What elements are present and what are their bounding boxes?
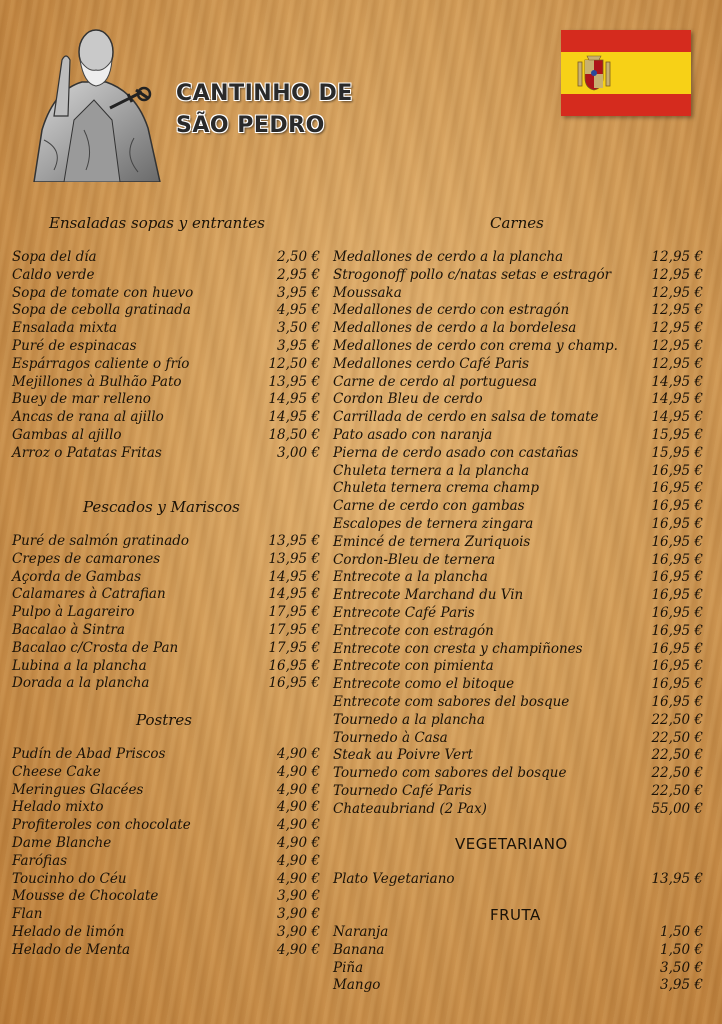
menu-item-price: 16,95 € (651, 658, 703, 675)
menu-item-name: Helado de Menta (12, 941, 131, 958)
menu-item (12, 782, 320, 800)
menu-item-name: Medallones de cerdo a la plancha (333, 249, 564, 265)
menu-item-price: 3,95 € (277, 284, 320, 301)
menu-item-price: 12,95 € (651, 355, 703, 372)
menu-item-price: 12,95 € (651, 266, 703, 283)
menu-item-name: Toucinho do Céu (12, 870, 127, 887)
menu-item-name: Sopa de tomate con huevo (12, 284, 194, 301)
menu-item (12, 817, 320, 835)
menu-item-price: 4,95 € (277, 302, 320, 319)
menu-item (333, 605, 703, 623)
saint-peter-illustration-icon (24, 20, 164, 182)
menu-item-price: 17,95 € (268, 621, 320, 638)
menu-item-name: Carrillada de cerdo en salsa de tomate (333, 409, 599, 426)
menu-item-name: Bacalao à Sintra (12, 621, 125, 638)
menu-item-name: Caldo verde (12, 266, 95, 283)
menu-item-name: Tournedo a la plancha (333, 711, 485, 728)
menu-item (333, 676, 703, 694)
menu-item-name: Moussaka (333, 284, 402, 301)
menu-item-price: 14,95 € (268, 568, 320, 585)
menu-item (333, 480, 703, 498)
menu-item-name: Plato Vegetariano (333, 871, 455, 887)
menu-item-name: Entrecote con pimienta (333, 658, 494, 675)
menu-item-name: Mousse de Chocolate (12, 888, 159, 905)
menu-item-name: Pudín de Abad Priscos (12, 746, 166, 762)
menu-item-price: 16,95 € (651, 569, 703, 586)
menu-item-price: 3,00 € (277, 444, 320, 461)
menu-item-price: 55,00 € (651, 800, 703, 817)
menu-item-name: Helado mixto (12, 799, 104, 816)
menu-item (333, 391, 703, 409)
menu-item-price: 4,90 € (277, 870, 320, 887)
menu-item (12, 374, 320, 392)
section-title-entrantes: Ensaladas sopas y entrantes (49, 214, 265, 232)
menu-item-name: Buey de mar relleno (12, 391, 151, 408)
menu-item-price: 14,95 € (268, 586, 320, 603)
menu-item (12, 640, 320, 658)
menu-item-price: 12,95 € (651, 302, 703, 319)
restaurant-name-line1: CANTINHO DE (176, 81, 353, 106)
menu-item (333, 587, 703, 605)
menu-item-price: 12,95 € (651, 337, 703, 354)
menu-item (333, 801, 703, 819)
menu-item (333, 302, 703, 320)
menu-item (333, 977, 703, 995)
menu-item-price: 16,95 € (651, 640, 703, 657)
menu-item-name: Carne de cerdo con gambas (333, 498, 525, 515)
menu-item (333, 712, 703, 730)
menu-item-name: Dame Blanche (12, 834, 112, 851)
menu-item-name: Entrecote como el bitoque (333, 676, 515, 693)
menu-item (12, 853, 320, 871)
menu-item (12, 586, 320, 604)
menu-item-name: Ancas de rana al ajillo (12, 409, 164, 426)
menu-item-name: Entrecote a la plancha (333, 569, 488, 586)
menu-item (12, 871, 320, 889)
menu-item (333, 445, 703, 463)
menu-item-price: 17,95 € (268, 639, 320, 656)
section-list-vegetariano (333, 871, 703, 889)
menu-item-price: 13,95 € (268, 533, 320, 549)
menu-item-price: 1,50 € (660, 941, 703, 958)
menu-item (12, 888, 320, 906)
menu-item (12, 942, 320, 960)
menu-item-price: 12,95 € (651, 320, 703, 337)
menu-item-name: Banana (333, 941, 385, 958)
section-title-pescados: Pescados y Mariscos (83, 498, 240, 516)
menu-item-name: Medallones de cerdo a la bordelesa (333, 320, 577, 337)
menu-item-price: 22,50 € (651, 711, 703, 728)
menu-item-price: 2,50 € (277, 249, 320, 265)
menu-item (12, 285, 320, 303)
menu-item (12, 924, 320, 942)
menu-item-price: 12,95 € (651, 284, 703, 301)
menu-item (333, 658, 703, 676)
menu-item (12, 835, 320, 853)
menu-item (333, 924, 703, 942)
menu-item-price: 3,95 € (277, 337, 320, 354)
menu-item-name: Pierna de cerdo asado con castañas (333, 444, 579, 461)
menu-item (333, 374, 703, 392)
menu-item-name: Dorada a la plancha (12, 675, 150, 692)
menu-item-name: Medallones de cerdo con crema y champ. (333, 337, 618, 354)
menu-item-name: Arroz o Patatas Fritas (12, 444, 162, 461)
menu-item-price: 15,95 € (651, 426, 703, 443)
menu-item-name: Ensalada mixta (12, 320, 118, 337)
menu-item-name: Entrecote Café Paris (333, 604, 475, 621)
menu-item-price: 3,90 € (277, 906, 320, 923)
menu-item-name: Bacalao c/Crosta de Pan (12, 639, 179, 656)
menu-item-name: Flan (12, 906, 43, 923)
menu-item-price: 15,95 € (651, 444, 703, 461)
menu-item-name: Espárragos caliente o frío (12, 355, 190, 372)
menu-item (333, 747, 703, 765)
menu-item-name: Tournedo Café Paris (333, 782, 472, 799)
menu-item (12, 604, 320, 622)
menu-item-price: 17,95 € (268, 604, 320, 621)
menu-item-name: Escalopes de ternera zingara (333, 515, 534, 532)
menu-item-price: 14,95 € (651, 373, 703, 390)
menu-item-price: 16,95 € (651, 693, 703, 710)
section-title-vegetariano: VEGETARIANO (455, 835, 568, 853)
menu-item-price: 14,95 € (651, 409, 703, 426)
menu-item-price: 16,95 € (651, 462, 703, 479)
menu-item-name: Chuleta ternera crema champ (333, 480, 540, 497)
menu-item (333, 960, 703, 978)
menu-item (333, 356, 703, 374)
menu-item-price: 13,95 € (268, 550, 320, 567)
menu-item (333, 267, 703, 285)
menu-item (12, 320, 320, 338)
menu-item-price: 4,90 € (277, 941, 320, 958)
menu-item-price: 3,90 € (277, 923, 320, 940)
menu-item-price: 18,50 € (268, 426, 320, 443)
menu-header (0, 0, 722, 195)
menu-item (333, 730, 703, 748)
menu-item-name: Tournedo à Casa (333, 729, 448, 746)
menu-item (12, 391, 320, 409)
menu-item-name: Puré de espinacas (12, 337, 137, 354)
section-title-postres: Postres (136, 711, 192, 729)
menu-item-name: Tournedo com sabores del bosque (333, 765, 567, 782)
menu-item-name: Crepes de camarones (12, 550, 161, 567)
menu-item-name: Sopa del día (12, 249, 97, 265)
menu-item (12, 622, 320, 640)
menu-item (12, 427, 320, 445)
menu-item-price: 16,95 € (651, 551, 703, 568)
menu-item-price: 22,50 € (651, 765, 703, 782)
menu-item-name: Meringues Glacées (12, 781, 144, 798)
menu-item-price: 16,95 € (651, 533, 703, 550)
menu-item-price: 2,95 € (277, 266, 320, 283)
menu-item-price: 12,95 € (651, 249, 703, 265)
menu-item-price: 16,95 € (651, 622, 703, 639)
section-title-fruta: FRUTA (490, 906, 541, 924)
section-title-carnes: Carnes (490, 214, 544, 232)
menu-item-price: 4,90 € (277, 781, 320, 798)
menu-item-name: Carne de cerdo al portuguesa (333, 373, 538, 390)
menu-item (12, 356, 320, 374)
menu-item-name: Medallones cerdo Café Paris (333, 355, 530, 372)
menu-item-price: 16,95 € (268, 675, 320, 692)
menu-item-price: 14,95 € (651, 391, 703, 408)
menu-item-name: Entrecote con estragón (333, 622, 494, 639)
menu-item-name: Strogonoff pollo c/natas setas e estragór (333, 266, 612, 283)
menu-item (12, 764, 320, 782)
menu-item-name: Cheese Cake (12, 763, 101, 780)
menu-item (333, 516, 703, 534)
menu-item (333, 285, 703, 303)
menu-item-name: Medallones de cerdo con estragón (333, 302, 570, 319)
menu-item (12, 906, 320, 924)
menu-item (333, 569, 703, 587)
menu-item-price: 4,90 € (277, 763, 320, 780)
menu-item-price: 16,95 € (651, 587, 703, 604)
menu-item (333, 765, 703, 783)
menu-item (12, 249, 320, 267)
menu-item-name: Açorda de Gambas (12, 568, 142, 585)
menu-item-price: 16,95 € (651, 515, 703, 532)
menu-item (333, 623, 703, 641)
menu-item (333, 871, 703, 889)
menu-item-name: Calamares à Catrafian (12, 586, 166, 603)
menu-item (333, 320, 703, 338)
menu-item (12, 445, 320, 463)
menu-item-price: 3,95 € (660, 977, 703, 994)
section-list-postres (12, 746, 320, 960)
menu-item-price: 3,50 € (660, 959, 703, 976)
menu-item-price: 13,95 € (268, 373, 320, 390)
menu-item-name: Chuleta ternera a la plancha (333, 462, 530, 479)
menu-item (333, 427, 703, 445)
menu-item-name: Pato asado con naranja (333, 426, 493, 443)
menu-item-price: 13,95 € (651, 871, 703, 887)
menu-item (12, 675, 320, 693)
menu-item-name: Helado de limón (12, 923, 125, 940)
menu-item-name: Steak au Poivre Vert (333, 747, 473, 764)
menu-item-price: 3,50 € (277, 320, 320, 337)
menu-item-name: Cordon Bleu de cerdo (333, 391, 483, 408)
menu-item-price: 16,95 € (651, 480, 703, 497)
menu-item-price: 14,95 € (268, 391, 320, 408)
menu-item-name: Emincé de ternera Zuriquois (333, 533, 531, 550)
menu-item (333, 338, 703, 356)
menu-item (12, 533, 320, 551)
section-list-entrantes (12, 249, 320, 463)
menu-item-price: 16,95 € (651, 676, 703, 693)
menu-item-name: Piña (333, 959, 364, 976)
menu-item (12, 799, 320, 817)
menu-item-name: Entrecote com sabores del bosque (333, 693, 570, 710)
menu-item-name: Gambas al ajillo (12, 426, 122, 443)
restaurant-name-line2: SÃO PEDRO (176, 113, 325, 138)
menu-item-name: Profiteroles con chocolate (12, 817, 191, 834)
menu-item-price: 22,50 € (651, 729, 703, 746)
menu-item (333, 641, 703, 659)
menu-item (333, 249, 703, 267)
menu-item-name: Puré de salmón gratinado (12, 533, 190, 549)
menu-item-name: Cordon-Bleu de ternera (333, 551, 496, 568)
menu-item-price: 4,90 € (277, 852, 320, 869)
menu-item-name: Pulpo à Lagareiro (12, 604, 135, 621)
menu-item-price: 3,90 € (277, 888, 320, 905)
menu-item (333, 409, 703, 427)
menu-item (12, 569, 320, 587)
section-list-carnes (333, 249, 703, 819)
menu-item (333, 498, 703, 516)
menu-item (333, 783, 703, 801)
menu-item-price: 4,90 € (277, 799, 320, 816)
menu-item (12, 302, 320, 320)
menu-item-price: 4,90 € (277, 834, 320, 851)
section-list-pescados (12, 533, 320, 693)
menu-item-name: Entrecote Marchand du Vin (333, 587, 524, 604)
coat-of-arms-icon (575, 54, 613, 92)
menu-item-name: Entrecote con cresta y champiñones (333, 640, 583, 657)
menu-item (333, 942, 703, 960)
menu-item-name: Naranja (333, 924, 389, 940)
menu-item (333, 552, 703, 570)
menu-item-name: Mango (333, 977, 381, 994)
menu-item-name: Chateaubriand (2 Pax) (333, 800, 487, 817)
menu-item (12, 267, 320, 285)
menu-item-price: 16,95 € (651, 604, 703, 621)
menu-item (333, 534, 703, 552)
menu-item-price: 4,90 € (277, 817, 320, 834)
menu-item-price: 16,95 € (651, 498, 703, 515)
spain-flag-icon (561, 30, 691, 116)
restaurant-name (176, 78, 353, 142)
section-list-fruta (333, 924, 703, 995)
menu-item (12, 551, 320, 569)
menu-item-price: 16,95 € (268, 657, 320, 674)
menu-item-name: Mejillones à Bulhão Pato (12, 373, 182, 390)
menu-item-name: Sopa de cebolla gratinada (12, 302, 191, 319)
menu-item-price: 1,50 € (660, 924, 703, 940)
menu-item (333, 463, 703, 481)
menu-item-price: 12,50 € (268, 355, 320, 372)
menu-item (12, 746, 320, 764)
menu-item-price: 14,95 € (268, 409, 320, 426)
menu-item-name: Farófias (12, 852, 68, 869)
menu-item-price: 22,50 € (651, 747, 703, 764)
menu-item (333, 694, 703, 712)
menu-item-price: 22,50 € (651, 782, 703, 799)
menu-item (12, 409, 320, 427)
menu-item (12, 338, 320, 356)
menu-item-price: 4,90 € (277, 746, 320, 762)
menu-item (12, 658, 320, 676)
menu-item-name: Lubina a la plancha (12, 657, 147, 674)
